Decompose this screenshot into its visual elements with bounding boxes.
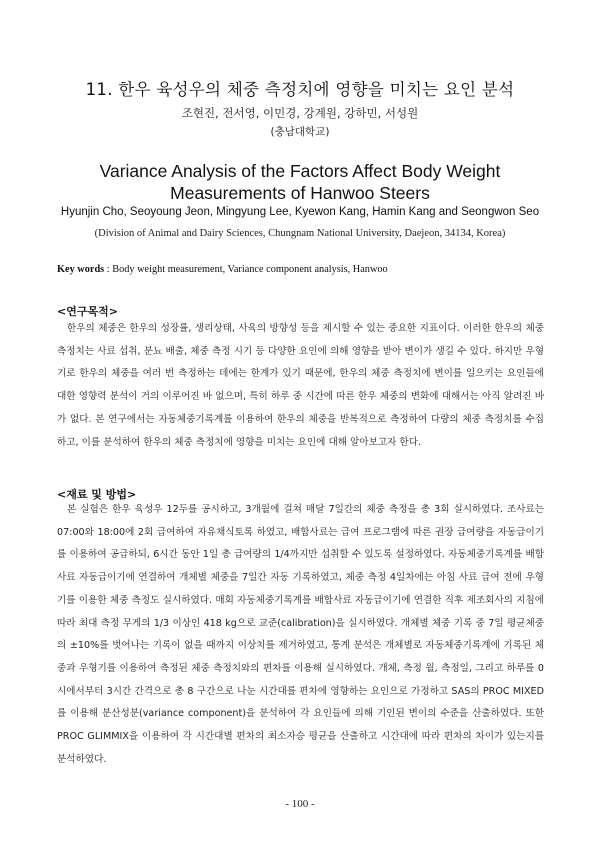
english-title: Variance Analysis of the Factors Affect Body Weight Measurements of Hanwoo Steers [99,161,501,203]
korean-affiliation: (충남대학교) [270,126,330,138]
korean-title: 11. 한우 육성우의 체중 측정치에 영향을 미치는 요인 분석 [85,80,515,99]
english-affiliation: (Division of Animal and Dairy Sciences, Chungnam National University, Daejeon, 34134, Korea) [94,228,506,239]
korean-authors: 조현진, 전서영, 이민경, 강계원, 강하민, 서성원 [181,106,419,120]
keywords-line [57,264,547,275]
keywords-text: : Body weight measurement, Variance component analysis, Hanwoo [104,264,388,275]
section-body-purpose [57,318,544,454]
keywords-label: Key words [57,264,105,275]
page-number: - 100 - [285,798,315,810]
section-body-methods-text: 본 실험은 한우 육성우 12두를 공시하고, 3개월에 걸쳐 매달 7일간의 체중 측정을 총 3회 실시하였다. 조사료는 07:00와 18:00에 2회 급여하여 자유채식토록 하였고, 배합사료는 급여 프로그램에 따른 권장 급여량을 자동급이기를 이용하여 공급하되, 6시간 동안 1일 총 급여량의 1/4까지만 섭취할 수 있도록 설정하였다. 자동체중기록계를 배합사료 자동급이기에 연결하여 개체별 체중을 7일간 자동 기록하였고, 체중 측정 4일차에는 아침 사료 급여 전에 우형기를 이용한 체중 측정도 실시하였다. 매회 자동체중기록계를 배합사료 자동급이기에 연결한 직후 제조회사의 지침에 따라 최대 측정 무게의 1/3 이상인 418 kg으로 교준(calibration)을 실시하였다. 개체별 체중 기록 중 7일 평균체중의 ±10%를 벗어나는 기록이 없을 때까지 이상치를 제거하였고, 통계 분석은 개체별로 자동체중기록계에 기록된 체중과 우형기를 이용하여 측정된 체중 측정치와의 편차를 이용해 실시하였다. 개체, 측정 월, 측정일, 그리고 하루를 0시에서부터 3시간 간격으로 총 8 구간으로 나눈 시간대를 편차에 영향하는 요인으로 가정하고 SAS의 PROC MIXED를 이용해 분산성분(variance component)을 분석하여 각 요인들에 의해 기인된 변이의 수준을 산출하였다. 또한 PROC GLIMMIX을 이용하여 각 시간대별 편차의 최소자승 평균을 산출하고 시간대에 따라 편차의 차이가 있는지를 분석하였다. [57,504,544,765]
section-body-methods [57,499,544,771]
english-authors: Hyunjin Cho, Seoyoung Jeon, Mingyung Lee, Kyewon Kang, Hamin Kang and Seongwon Seo [60,206,540,218]
section-body-purpose-text: 한우의 체중은 한우의 성장률, 생리상태, 사육의 방향성 등을 제시할 수 있는 중요한 지표이다. 이러한 한우의 체중 측정치는 사료 섭취, 분뇨 배출, 체중 측정 시기 등 다양한 요인에 의해 영향을 받아 변이가 생길 수 있다. 하지만 우형기로 한우의 체중을 여러 번 측정하는 데에는 한계가 있기 때문에, 한우의 체중 측정치에 변이를 일으키는 요인들에 대한 영향력 분석이 거의 이루어진 바 없으며, 특히 하루 중 시간에 따른 한우 체중의 변화에 대해서는 아직 알려진 바가 없다. 본 연구에서는 자동체중기록계를 이용하여 한우의 체중을 반복적으로 측정하여 다량의 체중 측정치를 수집하고, 이를 분석하여 한우의 체중 측정치에 영향을 미치는 요인에 대해 알아보고자 한다. [57,323,544,448]
section-heading-methods: <재료 및 방법> [57,488,137,501]
section-heading-purpose: <연구목적> [57,305,118,318]
